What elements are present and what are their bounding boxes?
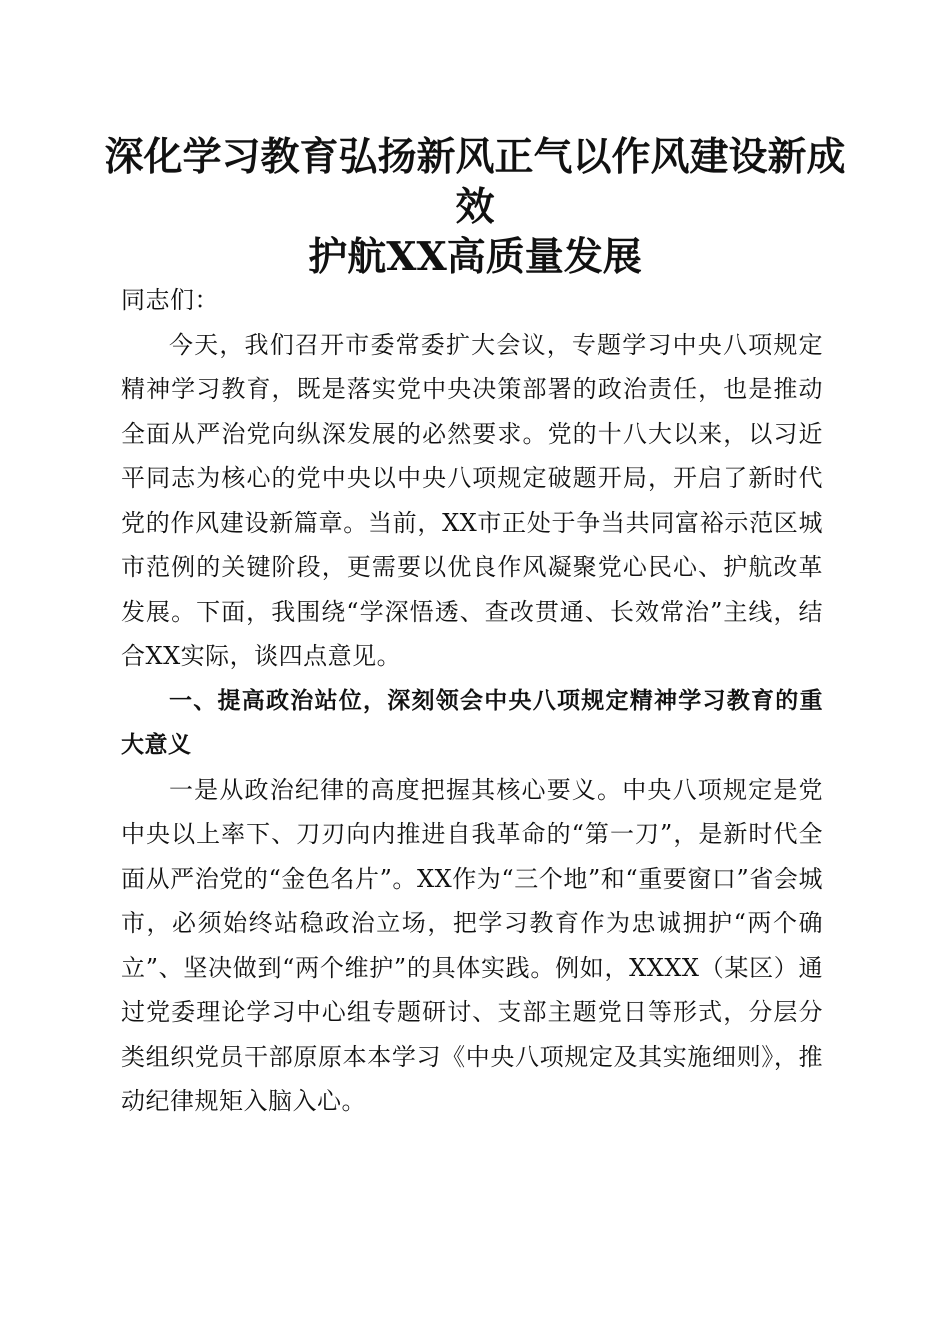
paragraph-intro: 今天，我们召开市委常委扩大会议，专题学习中央八项规定精神学习教育，既是落实党中央决策部署的政治责任，也是推动全面从严治党向纵深发展的必然要求。党的十八大以来，以习近平同志为核心的党中央以中央八项规定破题开局，开启了新时代党的作风建设新篇章。当前，XX市正处于争当共同富裕示范区城市范例的关键阶段，更需要以优良作风凝聚党心民心、护航改革发展。下面，我围绕“学深悟透、查改贯通、长效常治”主线，结合XX实际，谈四点意见。 [121,330,823,670]
section-heading-1: 一、提高政治站位，深刻领会中央八项规定精神学习教育的重大意义 [121,687,823,758]
salutation: 同志们： [121,286,219,314]
title-line-2: 护航XX高质量发展 [308,234,642,280]
document-title [100,132,850,282]
paragraph-section-1: 一是从政治纪律的高度把握其核心要义。中央八项规定是党中央以上率下、刀刃向内推进自我革命的“第一刀”，是新时代全面从严治党的“金色名片”。XX作为“三个地”和“重要窗口”省会城市，必须始终站稳政治立场，把学习教育作为忠诚拥护“两个确立”、坚决做到“两个维护”的具体实践。例如，XXXX（某区）通过党委理论学习中心组专题研讨、支部主题党日等形式，分层分类组织党员干部原原本本学习《中央八项规定及其实施细则》，推动纪律规矩入脑入心。 [121,775,823,1115]
document-body [121,278,823,1124]
title-line-1: 深化学习教育弘扬新风正气以作风建设新成效 [104,134,846,230]
